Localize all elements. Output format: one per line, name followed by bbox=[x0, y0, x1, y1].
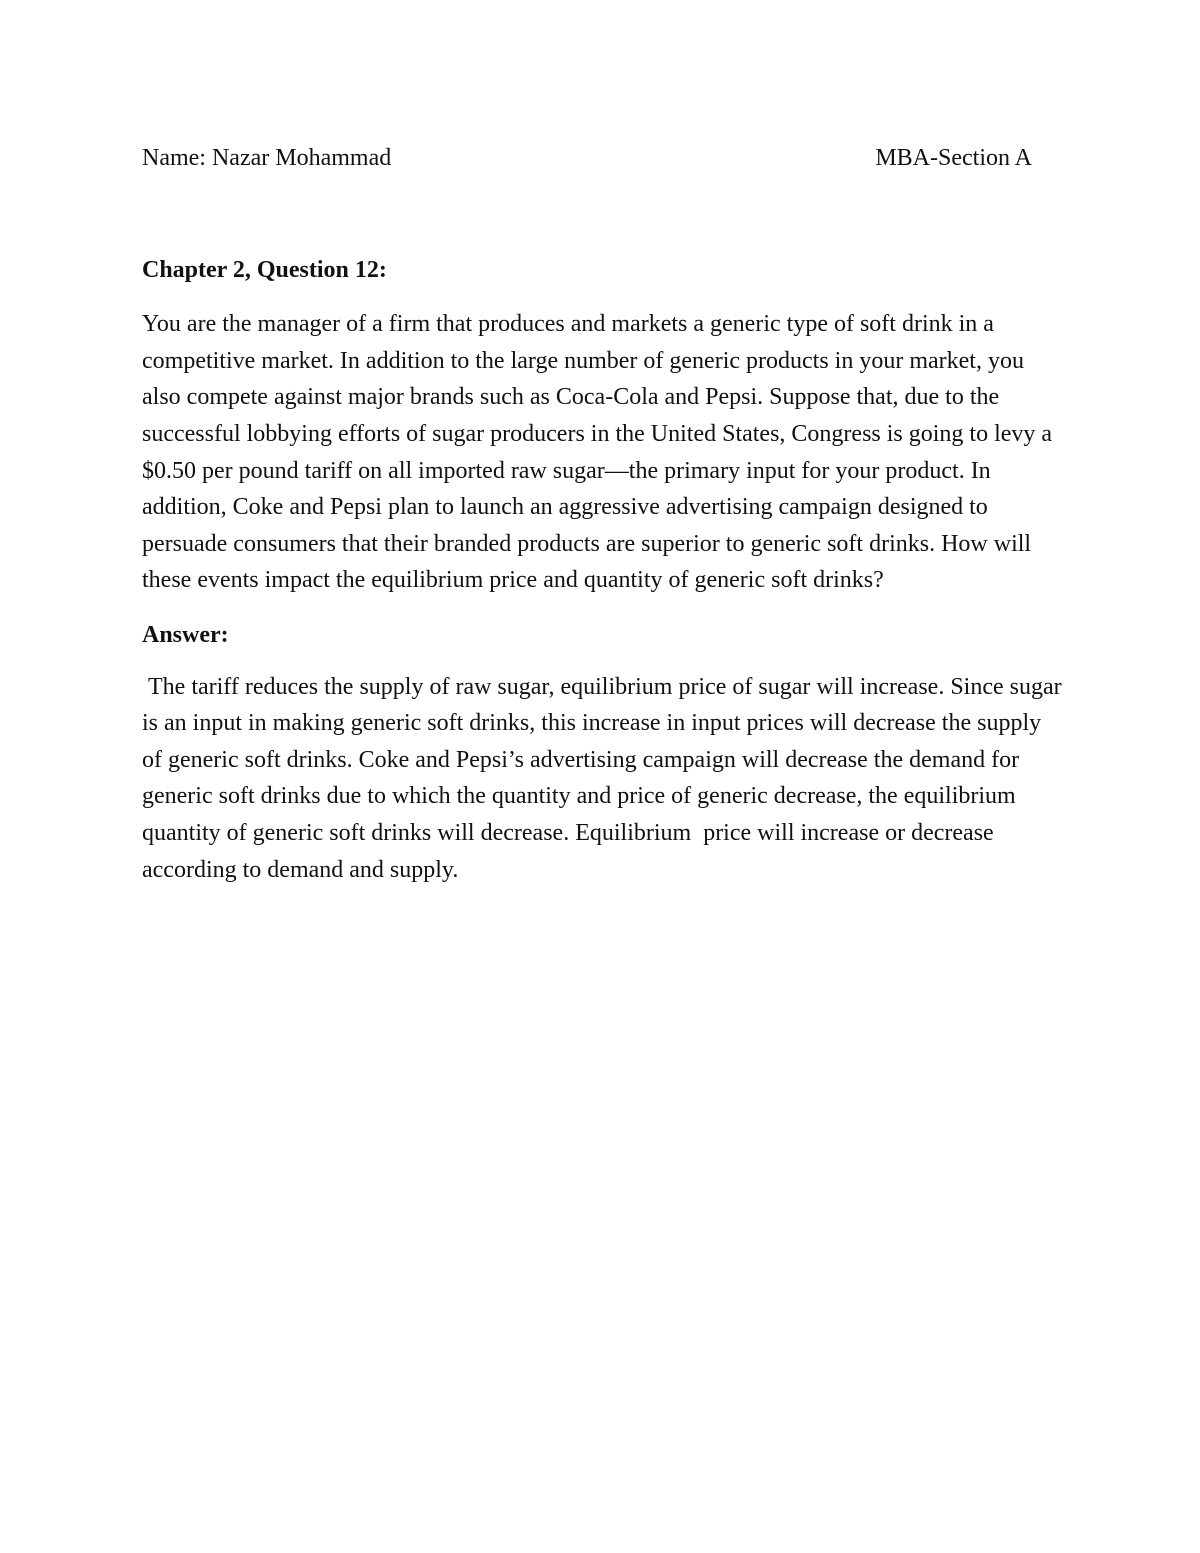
class-section: MBA-Section A bbox=[875, 145, 1032, 171]
question-heading: Chapter 2, Question 12: bbox=[142, 256, 387, 283]
document-content bbox=[142, 140, 1068, 888]
student-name: Name: Nazar Mohammad bbox=[142, 145, 392, 171]
answer-heading: Answer: bbox=[142, 621, 229, 648]
answer-body: The tariff reduces the supply of raw sugar, equilibrium price of sugar will increase. Since sugar is an input in making generic soft drinks, this increase in input prices will decrease the supply of generic soft drinks. Coke and Pepsi’s advertising campaign will decrease the demand for generic soft drinks due to which the quantity and price of generic decrease, the equilibrium quantity of generic soft drinks will decrease. Equilibrium price will increase or decrease according to demand and supply. bbox=[142, 673, 1068, 883]
question-body: You are the manager of a firm that produces and markets a generic type of soft drink in a competitive market. In addition to the large number of generic products in your market, you also compete against major brands such as Coca-Cola and Pepsi. Suppose that, due to the successful lobbying efforts of sugar producers in the United States, Congress is going to levy a $0.50 per pound tariff on all imported raw sugar—the primary input for your product. In addition, Coke and Pepsi plan to launch an aggressive advertising campaign designed to persuade consumers that their branded products are superior to generic soft drinks. How will these events impact the equilibrium price and quantity of generic soft drinks? bbox=[142, 311, 1053, 594]
header-row bbox=[142, 140, 1032, 177]
